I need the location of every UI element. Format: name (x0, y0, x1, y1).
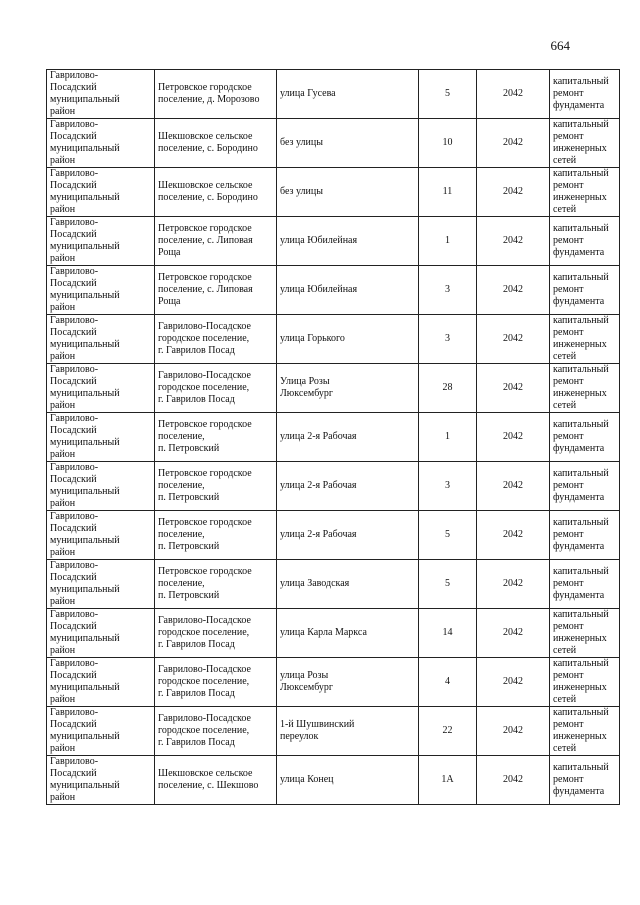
house-number-cell (419, 413, 477, 462)
district-cell-text: Гаврилово- Посадский муниципальный район (50, 70, 120, 117)
work-type-cell-text: капитальный ремонт фундамента (553, 76, 609, 111)
year-cell-text: 2042 (503, 235, 523, 246)
work-type-cell-text: капитальный ремонт инженерных сетей (553, 364, 609, 411)
work-type-cell (550, 168, 620, 217)
house-number-cell (419, 707, 477, 756)
year-cell-text: 2042 (503, 186, 523, 197)
work-type-cell-text: капитальный ремонт фундамента (553, 762, 609, 797)
district-cell (47, 658, 155, 707)
district-cell-text: Гаврилово- Посадский муниципальный район (50, 266, 120, 313)
table-row (47, 756, 620, 805)
street-cell (277, 462, 419, 511)
street-cell (277, 315, 419, 364)
year-cell-text: 2042 (503, 88, 523, 99)
settlement-cell-text: Гаврилово-Посадское городское поселение, г. Гаврилов Посад (158, 664, 251, 699)
district-cell (47, 364, 155, 413)
table-row (47, 707, 620, 756)
district-cell (47, 70, 155, 119)
house-number-cell (419, 70, 477, 119)
house-number-cell-text: 28 (442, 382, 453, 393)
year-cell-text: 2042 (503, 725, 523, 736)
district-cell-text: Гаврилово- Посадский муниципальный район (50, 315, 120, 362)
house-number-cell-text: 1А (441, 774, 454, 785)
house-number-cell (419, 511, 477, 560)
house-number-cell-text: 11 (442, 186, 453, 197)
year-cell-text: 2042 (503, 774, 523, 785)
settlement-cell (155, 658, 277, 707)
year-cell-text: 2042 (503, 137, 523, 148)
work-type-cell (550, 462, 620, 511)
work-type-cell (550, 560, 620, 609)
table-row (47, 168, 620, 217)
district-cell-text: Гаврилово- Посадский муниципальный район (50, 119, 120, 166)
year-cell (477, 658, 550, 707)
year-cell (477, 315, 550, 364)
work-type-cell (550, 70, 620, 119)
work-type-cell-text: капитальный ремонт инженерных сетей (553, 609, 609, 656)
table-row (47, 609, 620, 658)
house-number-cell-text: 1 (445, 431, 450, 442)
settlement-cell (155, 217, 277, 266)
house-number-cell-text: 1 (445, 235, 450, 246)
year-cell (477, 756, 550, 805)
settlement-cell-text: Петровское городское поселение, п. Петровский (158, 566, 252, 601)
district-cell-text: Гаврилово- Посадский муниципальный район (50, 560, 120, 607)
settlement-cell (155, 364, 277, 413)
year-cell-text: 2042 (503, 480, 523, 491)
district-cell (47, 756, 155, 805)
street-cell-text: улица Юбилейная (280, 235, 358, 246)
settlement-cell (155, 119, 277, 168)
table-row (47, 70, 620, 119)
settlement-cell (155, 315, 277, 364)
work-type-cell-text: капитальный ремонт инженерных сетей (553, 707, 609, 754)
settlement-cell-text: Гаврилово-Посадское городское поселение, г. Гаврилов Посад (158, 321, 251, 356)
house-number-cell (419, 462, 477, 511)
house-number-cell (419, 119, 477, 168)
work-type-cell (550, 119, 620, 168)
district-cell (47, 266, 155, 315)
district-cell-text: Гаврилово- Посадский муниципальный район (50, 658, 120, 705)
house-number-cell (419, 315, 477, 364)
year-cell-text: 2042 (503, 578, 523, 589)
street-cell (277, 413, 419, 462)
year-cell (477, 413, 550, 462)
house-number-cell (419, 609, 477, 658)
settlement-cell-text: Петровское городское поселение, п. Петровский (158, 517, 252, 552)
work-type-cell-text: капитальный ремонт фундамента (553, 468, 609, 503)
street-cell-text: улица Юбилейная (280, 284, 358, 295)
settlement-cell (155, 70, 277, 119)
house-number-cell-text: 3 (445, 480, 450, 491)
settlement-cell-text: Гаврилово-Посадское городское поселение, г. Гаврилов Посад (158, 713, 251, 748)
work-type-cell (550, 413, 620, 462)
street-cell-text: улица Розы Люксембург (280, 670, 333, 693)
year-cell (477, 217, 550, 266)
work-type-cell (550, 609, 620, 658)
settlement-cell (155, 511, 277, 560)
street-cell (277, 168, 419, 217)
district-cell-text: Гаврилово- Посадский муниципальный район (50, 413, 120, 460)
street-cell-text: улица Конец (280, 774, 334, 785)
work-type-cell (550, 266, 620, 315)
work-type-cell-text: капитальный ремонт инженерных сетей (553, 168, 609, 215)
district-cell-text: Гаврилово- Посадский муниципальный район (50, 168, 120, 215)
year-cell-text: 2042 (503, 382, 523, 393)
table-row (47, 560, 620, 609)
district-cell-text: Гаврилово- Посадский муниципальный район (50, 217, 120, 264)
house-number-cell-text: 4 (445, 676, 450, 687)
district-cell (47, 462, 155, 511)
house-number-cell (419, 658, 477, 707)
district-cell (47, 609, 155, 658)
work-type-cell (550, 217, 620, 266)
settlement-cell-text: Петровское городское поселение, п. Петровский (158, 468, 252, 503)
year-cell (477, 462, 550, 511)
street-cell-text: Улица Розы Люксембург (280, 376, 333, 399)
house-number-cell (419, 560, 477, 609)
street-cell (277, 756, 419, 805)
street-cell-text: улица Карла Маркса (280, 627, 367, 638)
street-cell (277, 707, 419, 756)
settlement-cell (155, 413, 277, 462)
year-cell (477, 609, 550, 658)
work-type-cell (550, 658, 620, 707)
street-cell (277, 119, 419, 168)
work-type-cell-text: капитальный ремонт фундамента (553, 517, 609, 552)
table-row (47, 658, 620, 707)
work-type-cell-text: капитальный ремонт фундамента (553, 272, 609, 307)
street-cell (277, 266, 419, 315)
table-row (47, 217, 620, 266)
settlement-cell-text: Петровское городское поселение, с. Липовая Роща (158, 223, 253, 258)
settlement-cell-text: Гаврилово-Посадское городское поселение, г. Гаврилов Посад (158, 615, 251, 650)
house-number-cell (419, 217, 477, 266)
settlement-cell-text: Петровское городское поселение, п. Петровский (158, 419, 252, 454)
street-cell-text: улица 2-я Рабочая (280, 480, 357, 491)
settlement-cell-text: Петровское городское поселение, с. Липовая Роща (158, 272, 253, 307)
house-number-cell-text: 5 (445, 88, 450, 99)
street-cell (277, 364, 419, 413)
district-cell-text: Гаврилово- Посадский муниципальный район (50, 364, 120, 411)
district-cell (47, 217, 155, 266)
year-cell-text: 2042 (503, 333, 523, 344)
table-row (47, 511, 620, 560)
street-cell-text: улица Горького (280, 333, 345, 344)
district-cell-text: Гаврилово- Посадский муниципальный район (50, 707, 120, 754)
year-cell (477, 511, 550, 560)
work-type-cell (550, 315, 620, 364)
house-number-cell (419, 168, 477, 217)
settlement-cell-text: Шекшовское сельское поселение, с. Бородино (158, 131, 258, 154)
settlement-cell-text: Петровское городское поселение, д. Морозово (158, 82, 260, 105)
district-cell-text: Гаврилово- Посадский муниципальный район (50, 462, 120, 509)
year-cell (477, 560, 550, 609)
house-number-cell-text: 14 (442, 627, 453, 638)
street-cell-text: улица Гусева (280, 88, 336, 99)
year-cell-text: 2042 (503, 431, 523, 442)
house-number-cell-text: 3 (445, 284, 450, 295)
house-number-cell-text: 22 (442, 725, 453, 736)
street-cell (277, 70, 419, 119)
district-cell (47, 168, 155, 217)
table-row (47, 462, 620, 511)
year-cell (477, 168, 550, 217)
work-type-cell-text: капитальный ремонт инженерных сетей (553, 119, 609, 166)
settlement-cell-text: Гаврилово-Посадское городское поселение, г. Гаврилов Посад (158, 370, 251, 405)
district-cell (47, 560, 155, 609)
house-number-cell (419, 266, 477, 315)
house-number-cell-text: 5 (445, 529, 450, 540)
year-cell-text: 2042 (503, 627, 523, 638)
year-cell (477, 119, 550, 168)
year-cell (477, 707, 550, 756)
settlement-cell (155, 609, 277, 658)
house-number-cell (419, 756, 477, 805)
year-cell-text: 2042 (503, 284, 523, 295)
work-type-cell (550, 756, 620, 805)
year-cell-text: 2042 (503, 676, 523, 687)
settlement-cell-text: Шекшовское сельское поселение, с. Шекшово (158, 768, 259, 791)
work-type-cell-text: капитальный ремонт фундамента (553, 566, 609, 601)
street-cell-text: 1-й Шушвинский переулок (280, 719, 355, 742)
district-cell (47, 119, 155, 168)
street-cell (277, 217, 419, 266)
district-cell (47, 707, 155, 756)
district-cell-text: Гаврилово- Посадский муниципальный район (50, 609, 120, 656)
repair-schedule-table (46, 69, 620, 805)
district-cell-text: Гаврилово- Посадский муниципальный район (50, 511, 120, 558)
street-cell-text: улица 2-я Рабочая (280, 431, 357, 442)
district-cell (47, 511, 155, 560)
street-cell-text: улица Заводская (280, 578, 350, 589)
work-type-cell-text: капитальный ремонт инженерных сетей (553, 315, 609, 362)
work-type-cell-text: капитальный ремонт инженерных сетей (553, 658, 609, 705)
settlement-cell (155, 462, 277, 511)
house-number-cell-text: 3 (445, 333, 450, 344)
year-cell (477, 364, 550, 413)
table-body (47, 70, 620, 805)
settlement-cell (155, 168, 277, 217)
street-cell-text: улица 2-я Рабочая (280, 529, 357, 540)
district-cell-text: Гаврилово- Посадский муниципальный район (50, 756, 120, 803)
work-type-cell (550, 511, 620, 560)
year-cell (477, 266, 550, 315)
table-row (47, 266, 620, 315)
work-type-cell (550, 707, 620, 756)
settlement-cell (155, 266, 277, 315)
settlement-cell (155, 756, 277, 805)
settlement-cell (155, 560, 277, 609)
page-number: 664 (550, 38, 570, 53)
settlement-cell-text: Шекшовское сельское поселение, с. Бородино (158, 180, 258, 203)
street-cell (277, 511, 419, 560)
table-row (47, 364, 620, 413)
work-type-cell-text: капитальный ремонт фундамента (553, 419, 609, 454)
street-cell (277, 609, 419, 658)
table-row (47, 413, 620, 462)
table-row (47, 315, 620, 364)
street-cell (277, 560, 419, 609)
work-type-cell (550, 364, 620, 413)
year-cell-text: 2042 (503, 529, 523, 540)
table-row (47, 119, 620, 168)
street-cell-text: без улицы (280, 137, 323, 148)
street-cell-text: без улицы (280, 186, 323, 197)
work-type-cell-text: капитальный ремонт фундамента (553, 223, 609, 258)
district-cell (47, 315, 155, 364)
house-number-cell (419, 364, 477, 413)
year-cell (477, 70, 550, 119)
house-number-cell-text: 5 (445, 578, 450, 589)
house-number-cell-text: 10 (442, 137, 453, 148)
street-cell (277, 658, 419, 707)
district-cell (47, 413, 155, 462)
settlement-cell (155, 707, 277, 756)
